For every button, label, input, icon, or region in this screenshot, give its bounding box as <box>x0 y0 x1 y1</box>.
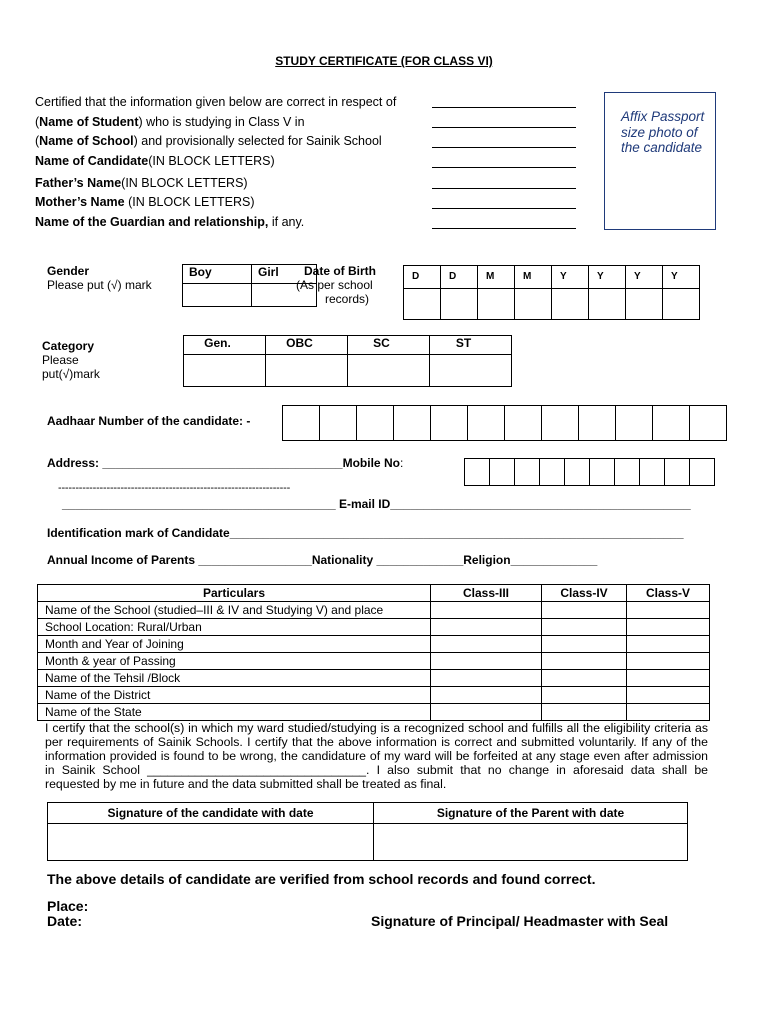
table-cell[interactable] <box>627 602 710 619</box>
table-cell[interactable] <box>542 619 627 636</box>
aadhaar-digit[interactable] <box>542 406 579 441</box>
signature-table <box>47 802 688 861</box>
mobile-digit[interactable] <box>690 459 715 486</box>
dob-input-cell[interactable] <box>626 289 663 320</box>
mobile-digit[interactable] <box>515 459 540 486</box>
category-gen-box[interactable] <box>184 355 266 387</box>
category-sc-box[interactable] <box>348 355 430 387</box>
dob-input-cell[interactable] <box>441 289 478 320</box>
row-label: Name of the District <box>38 687 431 704</box>
table-row <box>38 670 710 687</box>
student-name-field[interactable] <box>432 107 576 108</box>
row-label: Name of the State <box>38 704 431 721</box>
dob-input-cell[interactable] <box>404 289 441 320</box>
mother-name-field[interactable] <box>432 208 576 209</box>
table-cell[interactable] <box>542 687 627 704</box>
identification-row: Identification mark of Candidate____________________________________________________________________ <box>47 526 684 540</box>
aadhaar-digit[interactable] <box>653 406 690 441</box>
table-cell[interactable] <box>431 619 542 636</box>
address-row <box>47 456 403 470</box>
gender-hint: Please put (√) mark <box>47 278 152 292</box>
aadhaar-digit[interactable] <box>579 406 616 441</box>
mobile-digit[interactable] <box>490 459 515 486</box>
mobile-digit[interactable] <box>640 459 665 486</box>
table-cell[interactable] <box>431 670 542 687</box>
candidate-name-label: Name of Candidate(IN BLOCK LETTERS) <box>35 154 275 168</box>
category-hint-2: put(√)mark <box>42 367 100 381</box>
mobile-digit[interactable] <box>665 459 690 486</box>
dob-cell-label: M <box>515 266 552 289</box>
mobile-colon: : <box>399 456 404 470</box>
aadhaar-digit[interactable] <box>468 406 505 441</box>
aadhaar-digit[interactable] <box>505 406 542 441</box>
category-gen-header: Gen. <box>184 336 266 355</box>
table-cell[interactable] <box>627 670 710 687</box>
table-cell[interactable] <box>627 619 710 636</box>
category-label: Category <box>42 339 95 353</box>
mobile-boxes <box>464 458 715 486</box>
guardian-name-field[interactable] <box>432 228 576 229</box>
father-name-field[interactable] <box>432 188 576 189</box>
declaration-text: I certify that the school(s) in which my ward studied/studying is a recognized school and fulfills all the eligibility criteria as per requirements of Sainik Schools. I certify that the above information is correct and submitted voluntarily. If any of the information provided is found to be wrong, the candidature of my ward will be forfeited at any stage even after admission in Sainik School ________________________________. I also submit that no change in aforesaid data shall be requested by me in future and the data submitted shall be treated as final. <box>45 721 708 791</box>
intro-line-2: (Name of Student) who is studying in Class V in <box>35 115 305 129</box>
intro-line-3: (Name of School) and provisionally selected for Sainik School <box>35 134 382 148</box>
school-name-field[interactable] <box>432 127 576 128</box>
dob-input-cell[interactable] <box>515 289 552 320</box>
gender-boy-header: Boy <box>183 265 252 284</box>
guardian-name-label: Name of the Guardian and relationship, if any. <box>35 215 305 229</box>
address-label: Address: ____________________________________ <box>47 456 343 470</box>
class-iv-header: Class-IV <box>542 585 627 602</box>
date-label: Date: <box>47 913 83 929</box>
income-row: Annual Income of Parents _________________Nationality _____________Religion_____________ <box>47 553 598 567</box>
mobile-digit[interactable] <box>465 459 490 486</box>
category-sc-header: SC <box>348 336 430 355</box>
dob-input-cell[interactable] <box>589 289 626 320</box>
table-cell[interactable] <box>542 602 627 619</box>
table-row <box>38 636 710 653</box>
row-label: Month and Year of Joining <box>38 636 431 653</box>
aadhaar-digit[interactable] <box>357 406 394 441</box>
dob-cell-label: D <box>404 266 441 289</box>
father-name-label: Father’s Name(IN BLOCK LETTERS) <box>35 176 248 190</box>
category-obc-header: OBC <box>266 336 348 355</box>
row-label: Name of the Tehsil /Block <box>38 670 431 687</box>
sainik-school-field[interactable] <box>432 147 576 148</box>
candidate-signature-box[interactable] <box>48 824 374 861</box>
table-cell[interactable] <box>627 653 710 670</box>
photo-instruction: Affix Passport size photo of the candidate <box>621 109 705 155</box>
dob-cell-label: Y <box>552 266 589 289</box>
parent-signature-header: Signature of the Parent with date <box>374 803 688 824</box>
row-label: Month & year of Passing <box>38 653 431 670</box>
table-row <box>38 653 710 670</box>
candidate-signature-header: Signature of the candidate with date <box>48 803 374 824</box>
aadhaar-digit[interactable] <box>616 406 653 441</box>
dob-input-cell[interactable] <box>663 289 700 320</box>
row-label: School Location: Rural/Urban <box>38 619 431 636</box>
table-cell[interactable] <box>542 653 627 670</box>
mobile-digit[interactable] <box>540 459 565 486</box>
page-title: STUDY CERTIFICATE (FOR CLASS VI) <box>275 54 493 68</box>
particulars-header: Particulars <box>38 585 431 602</box>
aadhaar-digit[interactable] <box>431 406 468 441</box>
dob-cell-label: D <box>441 266 478 289</box>
dob-cell-label: Y <box>626 266 663 289</box>
aadhaar-digit[interactable] <box>690 406 727 441</box>
intro-line-1: Certified that the information given below are correct in respect of <box>35 95 397 109</box>
mobile-digit[interactable] <box>565 459 590 486</box>
address-dash-line: ------------------------------------------------------------------- <box>58 482 291 494</box>
table-row <box>38 687 710 704</box>
table-row <box>38 602 710 619</box>
candidate-name-field[interactable] <box>432 167 576 168</box>
dob-cell-label: Y <box>663 266 700 289</box>
category-st-header: ST <box>430 336 512 355</box>
aadhaar-digit[interactable] <box>320 406 357 441</box>
table-cell[interactable] <box>542 704 627 721</box>
dob-cell-label: M <box>478 266 515 289</box>
table-row <box>38 704 710 721</box>
table-cell[interactable] <box>627 704 710 721</box>
photo-box <box>604 92 716 230</box>
dob-hint-2: records) <box>325 292 370 306</box>
gender-label: Gender <box>47 264 90 278</box>
mobile-label: Mobile No <box>342 456 400 470</box>
dob-label: Date of Birth <box>304 264 376 278</box>
principal-signature-label: Signature of Principal/ Headmaster with Seal <box>371 913 669 929</box>
table-cell[interactable] <box>431 687 542 704</box>
place-label: Place: <box>47 898 89 914</box>
dob-input-cell[interactable] <box>478 289 515 320</box>
row-label: Name of the School (studied–III & IV and Studying V) and place <box>38 602 431 619</box>
mother-name-label: Mother’s Name (IN BLOCK LETTERS) <box>35 195 255 209</box>
table-row <box>38 619 710 636</box>
class-v-header: Class-V <box>627 585 710 602</box>
category-obc-box[interactable] <box>266 355 348 387</box>
aadhaar-digit[interactable] <box>283 406 320 441</box>
class-iii-header: Class-III <box>431 585 542 602</box>
gender-girl-header: Girl <box>252 265 317 284</box>
parent-signature-box[interactable] <box>374 824 688 861</box>
aadhaar-digit[interactable] <box>394 406 431 441</box>
category-hint-1: Please <box>42 353 79 367</box>
table-cell[interactable] <box>627 687 710 704</box>
mobile-digit[interactable] <box>615 459 640 486</box>
dob-hint-1: (As per school <box>296 278 373 292</box>
table-cell[interactable] <box>542 670 627 687</box>
aadhaar-boxes <box>282 405 727 441</box>
category-table <box>183 335 512 387</box>
mobile-digit[interactable] <box>590 459 615 486</box>
dob-table <box>403 265 700 320</box>
dob-cell-label: Y <box>589 266 626 289</box>
table-cell[interactable] <box>542 636 627 653</box>
aadhaar-label: Aadhaar Number of the candidate: - <box>47 414 251 428</box>
table-cell[interactable] <box>431 636 542 653</box>
table-cell[interactable] <box>431 602 542 619</box>
table-cell[interactable] <box>431 653 542 670</box>
table-cell[interactable] <box>627 636 710 653</box>
particulars-table <box>37 584 710 721</box>
gender-boy-box[interactable] <box>183 284 252 307</box>
verification-statement: The above details of candidate are verified from school records and found correct. <box>47 871 596 887</box>
table-cell[interactable] <box>431 704 542 721</box>
dob-input-cell[interactable] <box>552 289 589 320</box>
email-row: _________________________________________ E-mail ID_____________________________________________ <box>62 497 691 511</box>
category-st-box[interactable] <box>430 355 512 387</box>
